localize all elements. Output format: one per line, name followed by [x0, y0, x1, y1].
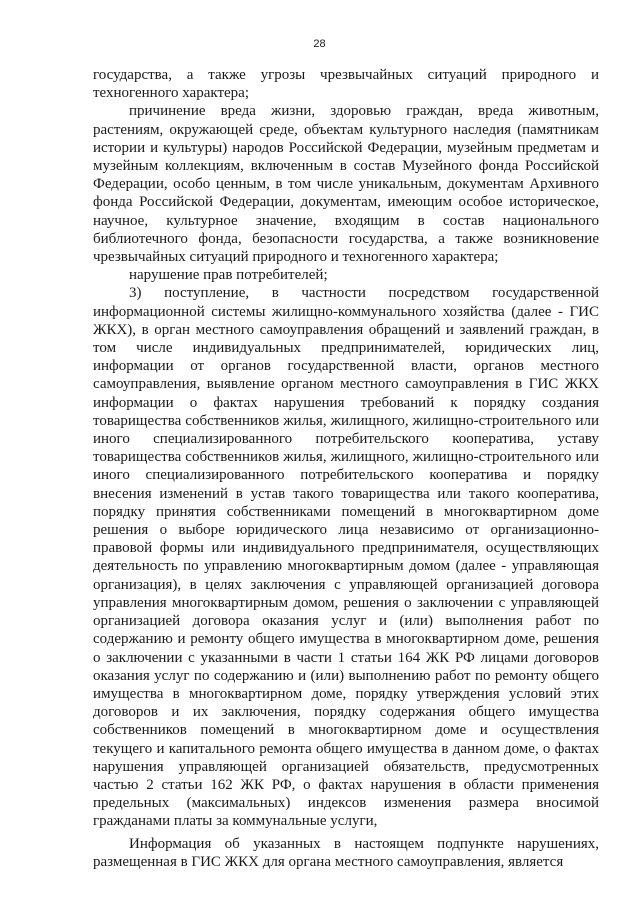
paragraph-continuation: государства, а также угрозы чрезвычайных ситуаций природного и техногенного характера;	[93, 67, 599, 102]
paragraph-harm-clause: причинение вреда жизни, здоровью граждан, вреда животным, растениям, окружающей среде, объектам культурного наследия (памятникам истории и культуры) народов Российской Федерации, музейным предметам и музейным коллекциям, включенным в состав Музейного фонда Российской Федерации, особо ценным, в том числе уникальным, документам Архивного фонда Российской Федерации, документам, имеющим особое историческое, научное, культурное значение, входящим в состав национального библиотечного фонда, безопасности государства, а также возникновение чрезвычайных ситуаций природного и техногенного характера;	[93, 103, 599, 266]
paragraph-consumer-rights: нарушение прав потребителей;	[129, 267, 328, 284]
page-number: 28	[313, 38, 326, 50]
paragraph-item-3: 3) поступление, в частности посредством государственной информационной системы жилищно-коммунального хозяйства (далее - ГИС ЖКХ), в орган местного самоуправления обращений и заявлений граждан, в том числе индивидуальных предпринимателей, юридических лиц, информации от органов государственной власти, органов местного самоуправления, выявление органом местного самоуправления в ГИС ЖКХ информации о фактах нарушения требований к порядку создания товарищества собственников жилья, жилищного, жилищно-строительного или иного специализированного потребительского кооператива, уставу товарищества собственников жилья, жилищного, жилищно-строительного или иного специализированного потребительского кооператива и порядку внесения изменений в устав такого товарищества или такого кооператива, порядку принятия собственниками помещений в многоквартирном доме решения о выборе юридического лица независимо от организационно-правовой формы или индивидуального предпринимателя, осуществляющих деятельность по управлению многоквартирным домом (далее - управляющая организация), в целях заключения с управляющей организацией договора управления многоквартирным домом, решения о заключении с управляющей организацией договора оказания услуг и (или) выполнения работ по содержанию и ремонту общего имущества в многоквартирном доме, решения о заключении с указанными в части 1 статьи 164 ЖК РФ лицами договоров оказания услуг по содержанию и (или) выполнению работ по ремонту общего имущества в многоквартирном доме, порядку утверждения условий этих договоров и их заключения, порядку содержания общего имущества собственников помещений в многоквартирном доме и осуществления текущего и капитального ремонта общего имущества в данном доме, о фактах нарушения управляющей организацией обязательств, предусмотренных частью 2 статьи 162 ЖК РФ, о фактах нарушения в области применения предельных (максимальных) индексов изменения размера вносимой гражданами платы за коммунальные услуги,	[93, 285, 599, 830]
paragraph-information: Информация об указанных в настоящем подпункте нарушениях, размещенная в ГИС ЖКХ для органа местного самоуправления, является	[93, 835, 599, 870]
document-body	[93, 66, 599, 871]
